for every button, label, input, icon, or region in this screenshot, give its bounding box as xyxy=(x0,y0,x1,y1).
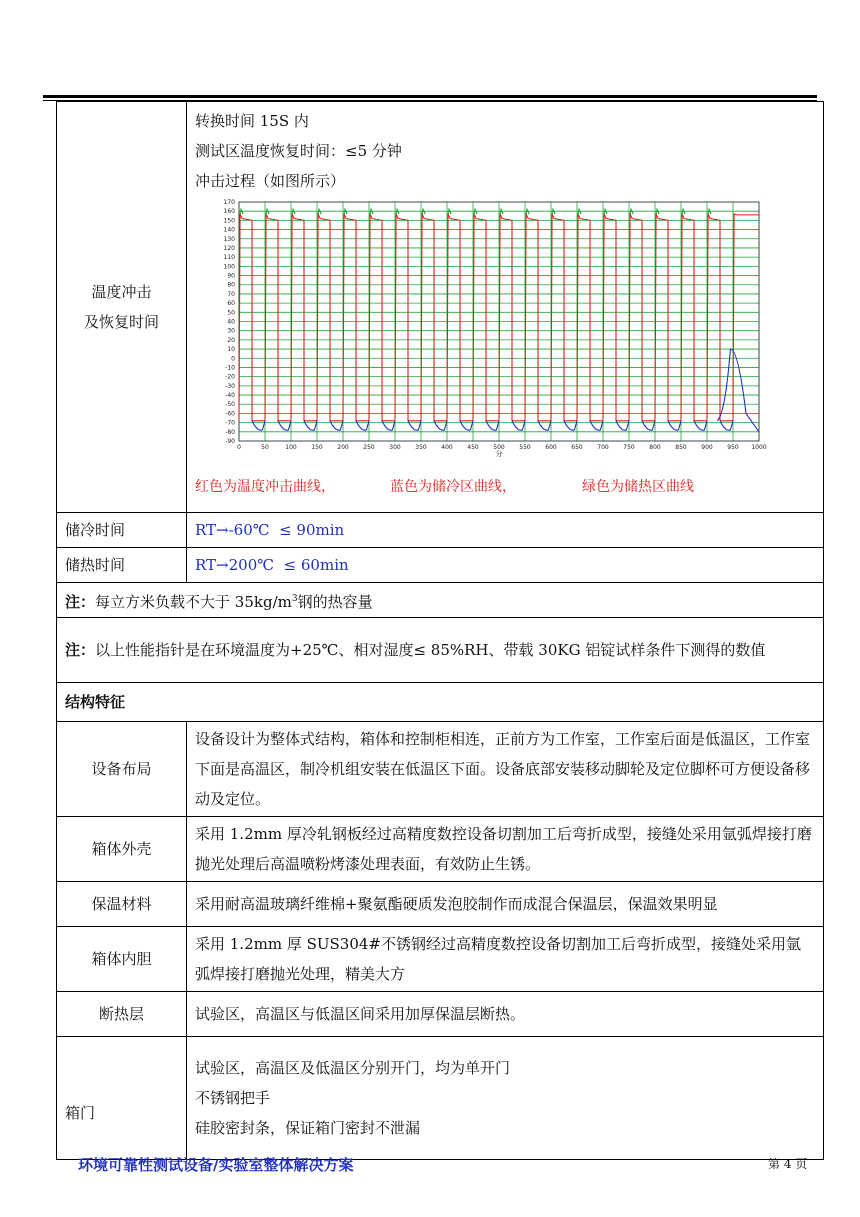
x-tick-label: 350 xyxy=(415,444,427,451)
feature-label: 保温材料 xyxy=(57,882,187,927)
y-tick-label: 150 xyxy=(223,217,235,225)
y-tick-label: 170 xyxy=(223,199,235,206)
label-shock-line2: 及恢复时间 xyxy=(83,313,159,331)
x-tick-label: 150 xyxy=(311,444,323,451)
x-tick-label: 600 xyxy=(545,444,557,451)
y-tick-label: 120 xyxy=(223,244,235,252)
series-line-green xyxy=(240,209,711,214)
y-tick-label: 90 xyxy=(227,272,235,280)
note2-text: 以上性能指针是在环境温度为+25℃、相对湿度≤ 85%RH、带载 30KG 铝锭试样条件下测得的数值 xyxy=(95,641,766,659)
x-tick-label: 1000 xyxy=(751,444,767,451)
value-cool: RT→-60℃ ≤ 90min xyxy=(187,513,824,548)
door-line: 试验区，高温区及低温区分别开门，均为单开门 xyxy=(195,1059,511,1077)
x-tick-label: 100 xyxy=(285,444,297,451)
note2-prefix: 注： xyxy=(65,641,96,659)
row-door xyxy=(57,1037,824,1160)
series-line-blue xyxy=(252,349,759,432)
label-door: 箱门 xyxy=(57,1037,187,1160)
shock-line: 测试区温度恢复时间：≤5 分钟 xyxy=(195,142,402,160)
row-section xyxy=(57,683,824,722)
x-tick-label: 400 xyxy=(441,444,453,451)
shock-line: 冲击过程（如图所示） xyxy=(195,172,346,190)
x-tick-label: 800 xyxy=(649,444,661,451)
value-heat: RT→200℃ ≤ 60min xyxy=(187,548,824,583)
legend-green: 绿色为储热区曲线 xyxy=(582,479,694,495)
legend-red: 红色为温度冲击曲线， xyxy=(195,479,335,495)
x-tick-label: 950 xyxy=(727,444,739,451)
feature-text: 试验区，高温区与低温区间采用加厚保温层断热。 xyxy=(187,992,824,1037)
door-content xyxy=(187,1037,824,1160)
y-tick-label: 30 xyxy=(227,327,235,335)
spec-table xyxy=(56,101,824,1160)
x-tick-label: 450 xyxy=(467,444,479,451)
row-heat xyxy=(57,548,824,583)
row-feature xyxy=(57,722,824,817)
section-title: 结构特征 xyxy=(57,683,824,722)
row-feature xyxy=(57,817,824,882)
note1-text: 每立方米负载不大于 35kg/m xyxy=(95,592,292,611)
y-tick-label: 160 xyxy=(223,208,235,216)
y-tick-label: -80 xyxy=(225,428,235,436)
y-tick-label: -30 xyxy=(225,382,235,390)
y-tick-label: 10 xyxy=(227,346,235,354)
row-cool xyxy=(57,513,824,548)
feature-label: 箱体外壳 xyxy=(57,817,187,882)
feature-text: 采用耐高温玻璃纤维棉+聚氨酯硬质发泡胶制作而成混合保温层，保温效果明显 xyxy=(187,882,824,927)
feature-text: 设备设计为整体式结构，箱体和控制柜相连，正前方为工作室，工作室后面是低温区，工作室下面是高温区，制冷机组安装在低温区下面。设备底部安装移动脚轮及定位脚杯可方便设备移动及定位。 xyxy=(187,722,824,817)
x-tick-label: 500 xyxy=(493,444,505,451)
y-tick-label: -50 xyxy=(225,401,235,409)
header-rule xyxy=(43,95,817,98)
y-tick-label: 60 xyxy=(227,300,235,308)
note1-prefix: 注： xyxy=(65,592,96,611)
x-tick-label: 50 xyxy=(261,444,269,451)
label-shock-line1: 温度冲击 xyxy=(91,283,152,301)
x-tick-label: 900 xyxy=(701,444,713,451)
x-tick-label: 650 xyxy=(571,444,583,451)
y-tick-label: 70 xyxy=(227,290,235,298)
y-tick-label: 50 xyxy=(227,309,235,317)
shock-line: 转换时间 15S 内 xyxy=(195,112,309,130)
y-tick-label: 110 xyxy=(223,254,235,262)
x-axis-label: 分 xyxy=(495,450,503,458)
y-tick-label: 140 xyxy=(223,226,235,234)
y-tick-label: 100 xyxy=(223,263,235,271)
chart-legend xyxy=(195,474,815,502)
feature-label: 设备布局 xyxy=(57,722,187,817)
x-tick-label: 550 xyxy=(519,444,531,451)
x-tick-label: 750 xyxy=(623,444,635,451)
x-tick-label: 200 xyxy=(337,444,349,451)
y-tick-label: 40 xyxy=(227,318,235,326)
shock-content xyxy=(187,102,824,513)
x-tick-label: 250 xyxy=(363,444,375,451)
shock-chart xyxy=(199,196,767,474)
row-shock xyxy=(57,102,824,513)
y-tick-label: -10 xyxy=(225,364,235,372)
y-tick-label: -40 xyxy=(225,392,235,400)
label-shock xyxy=(57,102,187,513)
label-heat: 储热时间 xyxy=(57,548,187,583)
note1-sup: 3 xyxy=(291,593,298,604)
y-tick-label: -90 xyxy=(225,438,235,445)
y-tick-label: 0 xyxy=(231,355,235,363)
row-feature xyxy=(57,927,824,992)
row-feature xyxy=(57,882,824,927)
x-tick-label: 700 xyxy=(597,444,609,451)
door-line: 不锈钢把手 xyxy=(195,1089,271,1107)
y-tick-label: -20 xyxy=(225,373,235,381)
y-tick-label: -60 xyxy=(225,410,235,418)
x-tick-label: 300 xyxy=(389,444,401,451)
y-tick-label: 80 xyxy=(227,281,235,289)
y-tick-label: 130 xyxy=(223,235,235,243)
y-tick-label: 20 xyxy=(227,336,235,344)
note1 xyxy=(57,583,824,618)
row-note2 xyxy=(57,618,824,683)
note1-suffix: 钢的热容量 xyxy=(297,592,373,611)
feature-label: 箱体内胆 xyxy=(57,927,187,992)
label-cool: 储冷时间 xyxy=(57,513,187,548)
page-number: 第 4 页 xyxy=(768,1157,808,1171)
feature-text: 采用 1.2mm 厚 SUS304#不锈钢经过高精度数控设备切割加工后弯折成型，接缝处采用氩弧焊接打磨抛光处理，精美大方 xyxy=(187,927,824,992)
note2 xyxy=(57,618,824,683)
door-line: 硅胶密封条，保证箱门密封不泄漏 xyxy=(195,1119,421,1137)
x-tick-label: 0 xyxy=(237,444,241,451)
feature-text: 采用 1.2mm 厚冷轧钢板经过高精度数控设备切割加工后弯折成型，接缝处采用氩弧焊接打磨抛光处理后高温喷粉烤漆处理表面，有效防止生锈。 xyxy=(187,817,824,882)
legend-blue: 蓝色为储冷区曲线， xyxy=(390,479,516,495)
y-tick-label: -70 xyxy=(225,419,235,427)
feature-label: 断热层 xyxy=(57,992,187,1037)
row-note1 xyxy=(57,583,824,618)
row-feature xyxy=(57,992,824,1037)
footer-title: 环境可靠性测试设备/实验室整体解决方案 xyxy=(78,1156,354,1174)
x-tick-label: 850 xyxy=(675,444,687,451)
